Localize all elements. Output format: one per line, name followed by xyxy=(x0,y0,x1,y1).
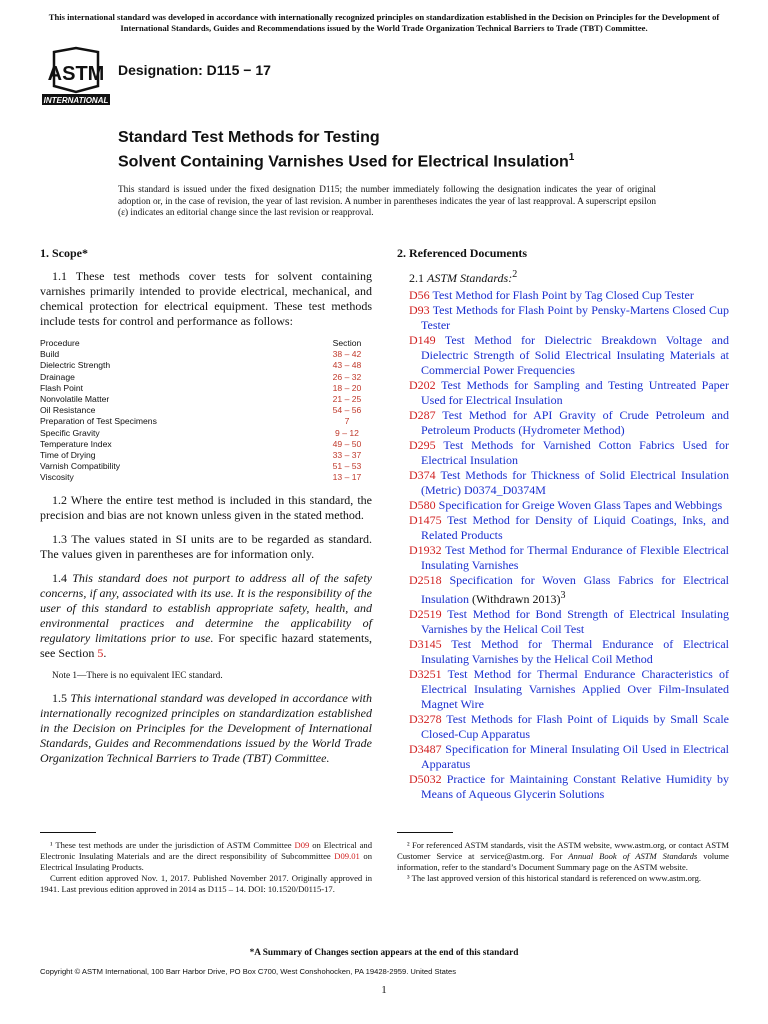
summary-of-changes-note: *A Summary of Changes section appears at the end of this standard xyxy=(249,948,519,958)
footnote-divider-left xyxy=(40,832,96,833)
standard-title: Test Methods for Thickness of Solid Electrical Insulation (Metric) D0374_D0374M xyxy=(421,468,729,497)
scope-para-1-1: 1.1 These test methods cover tests for solvent containing varnishes primarily intended to provide electrical, mechanical, and chemical protection for electrical equipment. These test methods include tests for control and performance as follows: xyxy=(40,269,372,328)
scope-para-1-3: 1.3 The values stated in SI units are to be regarded as standard. The values given in parentheses are for information only. xyxy=(40,531,372,561)
hazard-reference: For specific hazard statements, see Section xyxy=(40,630,372,660)
standard-title: Test Method for Density of Liquid Coatings, Inks, and Related Products xyxy=(421,513,729,542)
procedure-name: Dielectric Strength xyxy=(40,360,111,371)
standard-title: Test Method for Bond Strength of Electrical Insulating Varnishes by the Helical Coil Test xyxy=(421,607,729,636)
copyright: Copyright © ASTM International, 100 Barr Harbor Drive, PO Box C700, West Conshohocken, PA 19428-2959. United States xyxy=(40,967,457,976)
astm-logo-icon xyxy=(40,46,112,108)
list-item[interactable] xyxy=(397,772,729,802)
footnotes-left xyxy=(40,840,372,895)
standard-code: D93 xyxy=(409,303,430,317)
list-item[interactable] xyxy=(397,408,729,438)
standard-title: Test Methods for Flash Point by Pensky-Martens Closed Cup Tester xyxy=(421,303,729,332)
designation: Designation: D115 − 17 xyxy=(118,62,271,78)
standard-title: Practice for Maintaining Constant Relative Humidity by Means of Aqueous Glycerin Solutions xyxy=(421,772,730,801)
section-5-link[interactable]: 5 xyxy=(97,645,104,660)
list-item[interactable] xyxy=(397,637,729,667)
procedure-name: Time of Drying xyxy=(40,450,96,461)
procedure-name: Temperature Index xyxy=(40,438,112,449)
table-row xyxy=(40,439,372,450)
procedure-name: Build xyxy=(40,349,60,360)
standard-title: Test Method for Dielectric Breakdown Voltage and Dielectric Strength of Solid Electrical Insulating Materials at Commercial Power Frequencies xyxy=(421,333,729,377)
table-row xyxy=(40,461,372,472)
footnote-2 xyxy=(397,840,729,873)
footnote-text: volume information, refer to the standard’s Document Summary page on the ASTM website. xyxy=(397,851,729,872)
section-link[interactable]: 9 – 12 xyxy=(335,427,359,438)
standard-title: Test Method for API Gravity of Crude Petroleum and Petroleum Products (Hydrometer Method) xyxy=(421,408,729,437)
standard-title: Specification for Greige Woven Glass Tapes and Webbings xyxy=(438,498,723,512)
scope-para-1-4 xyxy=(40,571,372,661)
table-row xyxy=(40,405,372,416)
standard-title: Test Methods for Flash Point of Liquids by Small Scale Closed-Cup Apparatus xyxy=(421,712,729,741)
tbt-statement: This international standard was developed in accordance with internationally recognized principles on standardization established in the Decision on Principles for the Development of International Standards, Guides and Recommendations issued by the World Trade Organization Technical Barriers to Trade (TBT) Committee. xyxy=(40,690,373,765)
list-item[interactable] xyxy=(397,498,729,513)
standard-code: D202 xyxy=(409,378,436,392)
procedure-name: Drainage xyxy=(40,371,75,382)
list-item[interactable] xyxy=(397,288,729,303)
logo-text: ASTM xyxy=(47,63,105,85)
table-row xyxy=(40,383,372,394)
footnote-3: ³ The last approved version of this historical standard is referenced on www.astm.org. xyxy=(407,873,702,883)
standard-code: D3251 xyxy=(409,667,442,681)
standard-title: Test Methods for Sampling and Testing Untreated Paper Used for Electrical Insulation xyxy=(421,378,729,407)
referenced-documents-heading: 2. Referenced Documents xyxy=(397,246,528,260)
document-title xyxy=(118,128,574,172)
list-item[interactable] xyxy=(397,742,729,772)
standard-code: D1932 xyxy=(409,543,442,557)
standard-code: D2519 xyxy=(409,607,442,621)
footnotes-right xyxy=(397,840,729,884)
standard-code: D5032 xyxy=(409,772,442,786)
procedure-header: Procedure xyxy=(40,338,80,348)
procedure-table xyxy=(40,338,372,484)
list-item[interactable] xyxy=(397,573,729,607)
list-item[interactable] xyxy=(397,333,729,378)
list-item[interactable] xyxy=(397,468,729,498)
procedure-name: Flash Point xyxy=(40,382,83,393)
procedure-name: Varnish Compatibility xyxy=(40,461,121,472)
procedure-name: Oil Resistance xyxy=(40,405,96,416)
section-link[interactable]: 7 xyxy=(344,416,350,427)
standard-title: Specification for Mineral Insulating Oil Used in Electrical Apparatus xyxy=(421,742,729,771)
section-link[interactable]: 13 – 17 xyxy=(332,472,362,483)
astm-standards-subheading xyxy=(409,269,729,286)
tbt-banner: This international standard was developed in accordance with internationally recognized principles on standardization established in the Decision on Principles for the Development of International Standards, Guides and Recommendations issued by the World Trade Organization Technical Barriers to Trade (TBT) Committee. xyxy=(48,12,720,33)
subsection-label: ASTM Standards: xyxy=(427,271,513,285)
table-row xyxy=(40,416,372,427)
scope-para-1-2: 1.2 Where the entire test method is included in this standard, the precision and bias are not known unless given in the stated method. xyxy=(40,492,372,522)
footnote-text: ¹ These test methods are under the jurisdiction of ASTM Committee xyxy=(50,840,295,850)
list-item[interactable] xyxy=(397,712,729,742)
footnote-text: on Electrical Insulating Products. xyxy=(40,851,372,872)
table-row xyxy=(40,394,372,405)
table-row xyxy=(40,349,372,360)
list-item[interactable] xyxy=(397,378,729,408)
left-column xyxy=(40,246,372,775)
table-row xyxy=(40,472,372,483)
footnote-text: on Electrical and Electronic Insulating Materials and are the direct responsibility of Subcommittee xyxy=(40,840,372,861)
list-item[interactable] xyxy=(397,303,729,333)
section-link[interactable]: 51 – 53 xyxy=(332,461,362,472)
list-item[interactable] xyxy=(397,543,729,573)
committee-link[interactable]: D09 xyxy=(294,840,310,850)
standard-code: D3145 xyxy=(409,637,442,651)
subcommittee-link[interactable]: D09.01 xyxy=(334,851,360,861)
note-1: Note 1—There is no equivalent IEC standard. xyxy=(52,670,223,681)
issuance-note: This standard is issued under the fixed designation D115; the number immediately following the designation indicates the year of original adoption or, in the case of revision, the year of last revision. A number in parentheses indicates the year of last reapproval. A superscript epsilon (ε) indicates an editorial change since the last revision or reapproval. xyxy=(118,185,656,218)
right-column xyxy=(397,246,729,802)
standard-code: D580 xyxy=(409,498,436,512)
list-item[interactable] xyxy=(397,607,729,637)
footnote-text: ² For referenced ASTM standards, visit the ASTM website, www.astm.org, or contact ASTM Customer Service at service@astm.org. For xyxy=(397,840,729,861)
section-header: Section xyxy=(332,338,362,348)
standard-code: D287 xyxy=(409,408,436,422)
standard-code: D3278 xyxy=(409,712,442,726)
footnote-ref: 2 xyxy=(512,269,518,280)
footnote-1-edition: Current edition approved Nov. 1, 2017. Published November 2017. Originally approved in 1941. Last previous edition approved in 2014 as D115 – 14. DOI: 10.1520/D0115-17. xyxy=(40,873,372,894)
list-item[interactable] xyxy=(397,513,729,543)
footnote-divider-right xyxy=(397,832,453,833)
procedure-table-header xyxy=(40,338,372,349)
page-number: 1 xyxy=(381,984,387,996)
standard-title: Test Method for Flash Point by Tag Closed Cup Tester xyxy=(432,288,694,302)
subsection-number: 2.1 xyxy=(409,271,424,285)
scope-heading: 1. Scope* xyxy=(40,246,88,260)
safety-statement: This standard does not purport to address all of the safety concerns, if any, associated with its use. It is the responsibility of the user of this standard to establish appropriate safety, health, and environmental practices and determine the applicability of regulatory limitations prior to use. xyxy=(40,570,372,645)
standard-code: D1475 xyxy=(409,513,442,527)
logo-subtext: INTERNATIONAL xyxy=(43,96,109,105)
list-item[interactable] xyxy=(397,438,729,468)
para-number: 1.5 xyxy=(52,690,67,705)
standard-code: D374 xyxy=(409,468,436,482)
table-row xyxy=(40,360,372,371)
section-link[interactable]: 21 – 25 xyxy=(332,394,362,405)
section-link[interactable]: 18 – 20 xyxy=(332,382,362,393)
section-link[interactable]: 43 – 48 xyxy=(332,360,362,371)
footnote-1 xyxy=(40,840,372,873)
standard-code: D149 xyxy=(409,333,436,347)
period: . xyxy=(103,645,107,660)
procedure-name: Nonvolatile Matter xyxy=(40,394,110,405)
section-link[interactable]: 33 – 37 xyxy=(332,450,362,461)
standard-code: D2518 xyxy=(409,573,442,587)
withdrawn-note: (Withdrawn 2013) xyxy=(469,592,561,606)
standard-title: Test Method for Thermal Endurance of Electrical Insulating Varnishes by the Helical Coil Method xyxy=(421,637,729,666)
procedure-name: Specific Gravity xyxy=(40,427,100,438)
title-footnote-ref: 1 xyxy=(568,152,575,163)
procedure-name: Preparation of Test Specimens xyxy=(40,416,157,427)
standard-code: D295 xyxy=(409,438,436,452)
table-row xyxy=(40,372,372,383)
standard-code: D3487 xyxy=(409,742,442,756)
title-line-1: Standard Test Methods for Testing xyxy=(118,129,380,146)
standard-title: Specification for Woven Glass Fabrics for Electrical Insulation xyxy=(421,573,730,606)
footnote-ref: 3 xyxy=(560,590,566,601)
section-link[interactable]: 26 – 32 xyxy=(332,371,362,382)
standard-title: Test Method for Thermal Endurance of Flexible Electrical Insulating Varnishes xyxy=(421,543,729,572)
section-link[interactable]: 49 – 50 xyxy=(332,438,362,449)
standard-title: Test Method for Thermal Endurance Characteristics of Electrical Insulating Varnishes Applied Over Film-Insulated Magnet Wire xyxy=(421,667,729,711)
annual-book-title: Annual Book of ASTM Standards xyxy=(568,851,698,861)
table-row xyxy=(40,450,372,461)
section-link[interactable]: 38 – 42 xyxy=(332,349,362,360)
title-line-2 xyxy=(118,148,574,172)
standard-title: Test Methods for Varnished Cotton Fabrics Used for Electrical Insulation xyxy=(421,438,729,467)
list-item[interactable] xyxy=(397,667,729,712)
title-line-2-text: Solvent Containing Varnishes Used for Electrical Insulation xyxy=(118,153,569,171)
procedure-name: Viscosity xyxy=(40,472,74,483)
scope-para-1-5 xyxy=(40,691,372,766)
standard-code: D56 xyxy=(409,288,430,302)
table-row xyxy=(40,428,372,439)
section-link[interactable]: 54 – 56 xyxy=(332,405,362,416)
para-number: 1.4 xyxy=(52,570,67,585)
